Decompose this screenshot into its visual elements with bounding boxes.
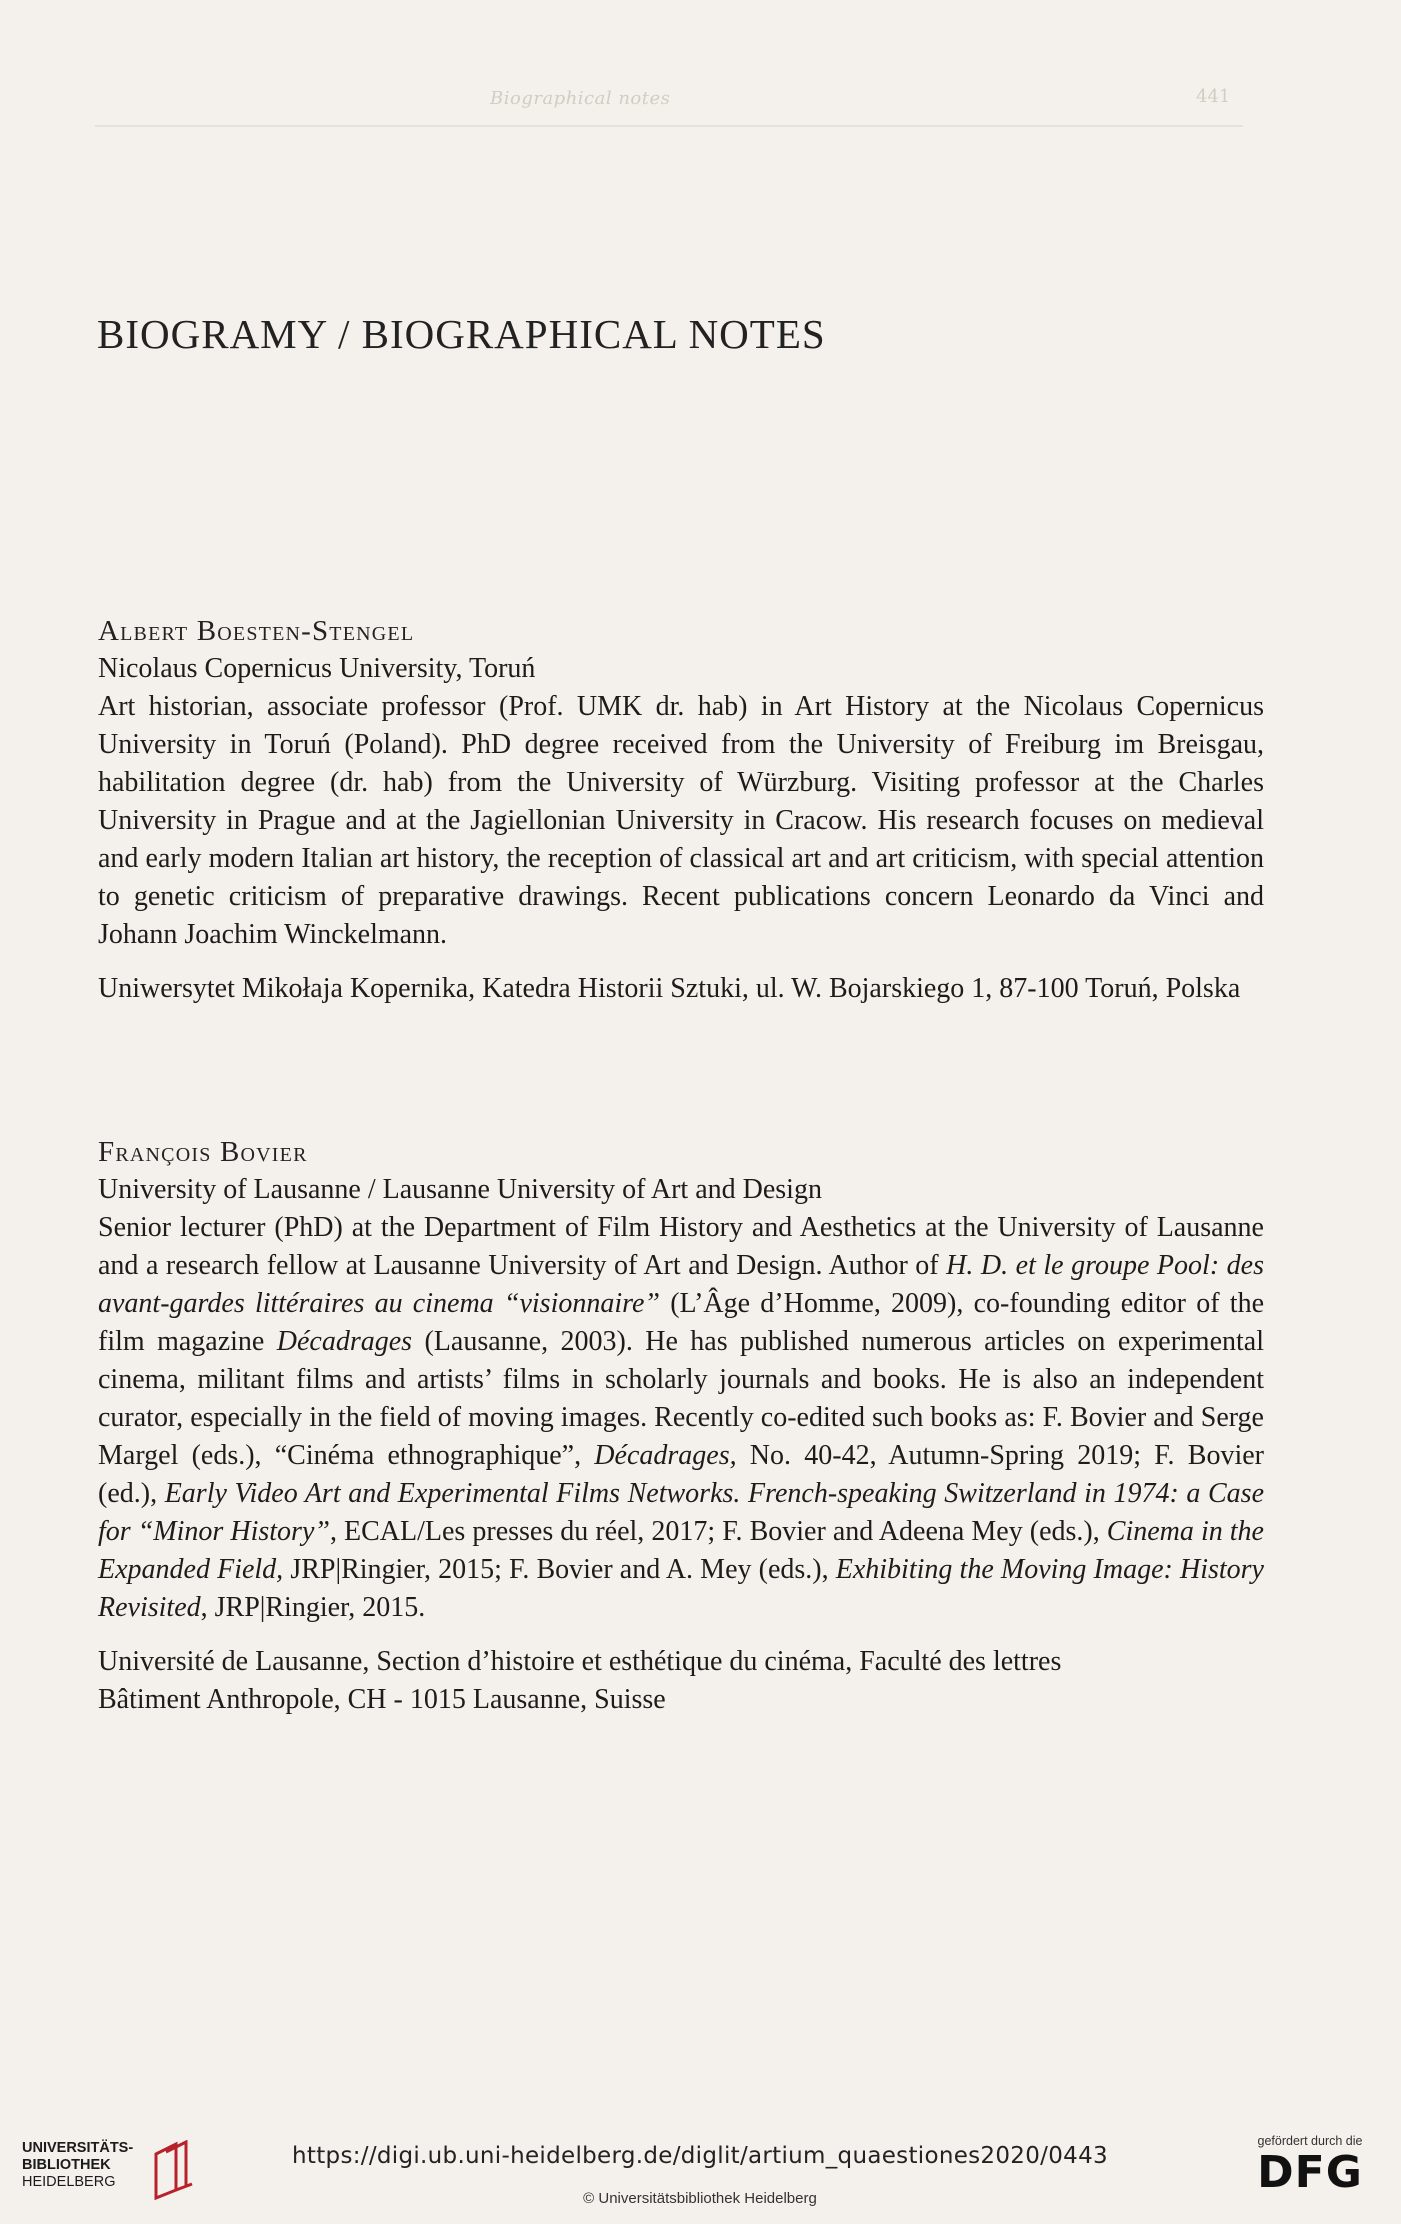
- bleed-through-rule: [95, 125, 1243, 127]
- author-affiliation: Nicolaus Copernicus University, Toruń: [98, 653, 536, 684]
- author-bio: [98, 1209, 1264, 1627]
- author-name: Albert Boesten-Stengel: [98, 615, 415, 647]
- address-line: Bâtiment Anthropole, CH - 1015 Lausanne, Suisse: [98, 1684, 666, 1715]
- journal-title: Décadrages,: [594, 1440, 737, 1471]
- copyright-notice: © Universitätsbibliothek Heidelberg: [583, 2190, 817, 2207]
- permalink-url[interactable]: https://digi.ub.uni-heidelberg.de/diglit/artium_quaestiones2020/0443: [292, 2143, 1108, 2169]
- page-title: BIOGRAMY / BIOGRAPHICAL NOTES: [97, 311, 826, 357]
- book-title: H. D. et le groupe Pool: des avant-gardes littéraires au cinema “visionnaire”: [98, 1250, 1264, 1319]
- bio-text-run: No. 40-42, Autumn-Spring 2019; F. Bovier (ed.),: [98, 1440, 1264, 1509]
- library-logo: [22, 2140, 202, 2210]
- bio-entry-boesten-stengel: [98, 615, 1264, 1008]
- library-name-line: BIBLIOTHEK: [22, 2157, 111, 2173]
- digitization-footer: [0, 2120, 1401, 2224]
- journal-title: Décadrages: [276, 1326, 413, 1357]
- bio-text-run: Senior lecturer (PhD) at the Department of Film History and Aesthetics at the University of Lausanne and a research fellow at Lausanne University of Art and Design. Author of: [98, 1212, 1264, 1281]
- library-name-line: UNIVERSITÄTS-: [22, 2140, 134, 2156]
- bio-text-run: , ECAL/Les presses du réel, 2017; F. Bovier and Adeena Mey (eds.),: [329, 1516, 1107, 1547]
- library-emblem-icon: [150, 2140, 198, 2200]
- bio-entry-bovier: [98, 1136, 1264, 1719]
- address-line: Université de Lausanne, Section d’histoire et esthétique du cinéma, Faculté des lettres: [98, 1646, 1062, 1677]
- funder-caption: gefördert durch die: [1257, 2134, 1363, 2148]
- library-name-line: HEIDELBERG: [22, 2174, 116, 2190]
- book-title: Cinema in the Expanded Field,: [98, 1516, 1264, 1585]
- bio-text-run: (L’Âge d’Homme, 2009), co-founding editor of the film magazine: [98, 1288, 1265, 1357]
- author-affiliation: University of Lausanne / Lausanne University of Art and Design: [98, 1174, 822, 1205]
- author-name: François Bovier: [98, 1136, 308, 1168]
- bio-text-run: , JRP|Ringier, 2015.: [200, 1592, 426, 1623]
- bleed-through-header: Biographical notes: [490, 88, 671, 109]
- bleed-through-page-number: 441: [1196, 86, 1231, 107]
- author-address: Uniwersytet Mikołaja Kopernika, Katedra Historii Sztuki, ul. W. Bojarskiego 1, 87-100 Toruń, Polska: [98, 973, 1241, 1004]
- book-title: Early Video Art and Experimental Films Networks. French-speaking Switzerland in 1974: a Case for “Minor History”: [98, 1478, 1265, 1547]
- book-title: Exhibiting the Moving Image: History Revisited: [98, 1554, 1264, 1623]
- author-address: [98, 1643, 1264, 1719]
- bio-text-run: (Lausanne, 2003). He has published numerous articles on experimental cinema, militant films and artists’ films in scholarly journals and books. He is also an independent curator, especially in the field of moving images. Recently co-edited such books as: F. Bovier and Serge Margel (eds.), “Cinéma ethnographique”,: [98, 1326, 1264, 1471]
- bio-text-run: JRP|Ringier, 2015; F. Bovier and A. Mey (eds.),: [283, 1554, 836, 1585]
- author-bio: Art historian, associate professor (Prof. UMK dr. hab) in Art History at the Nicolaus Copernicus University in Toruń (Poland). PhD degree received from the University of Freiburg im Breisgau, habilitation degree (dr. hab) from the University of Würzburg. Visiting professor at the Charles University in Prague and at the Jagiellonian University in Cracow. His research focuses on medieval and early modern Italian art history, the reception of classical art and art criticism, with special attention to genetic criticism of preparative drawings. Recent publications concern Leonardo da Vinci and Johann Joachim Winckelmann.: [98, 691, 1264, 950]
- funder-block: [1240, 2134, 1380, 2198]
- dfg-logo: DFG: [1257, 2147, 1363, 2198]
